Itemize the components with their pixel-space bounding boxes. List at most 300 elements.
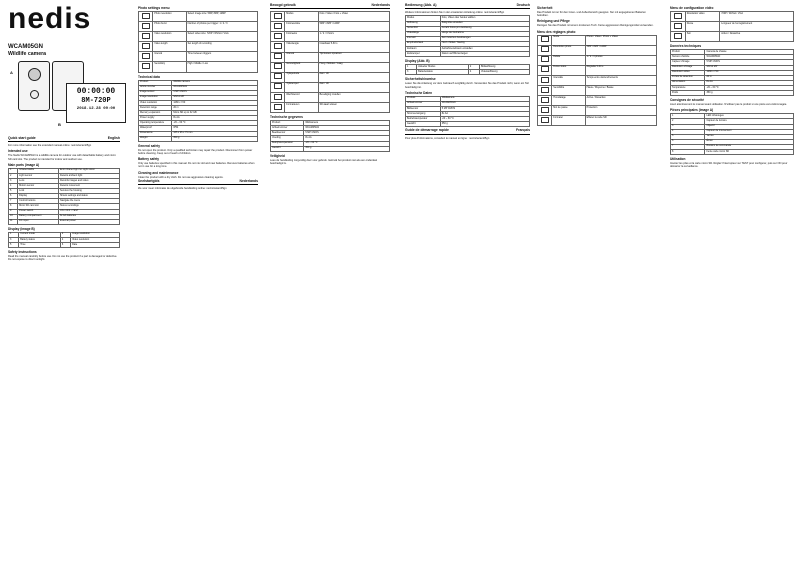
table-row <box>671 12 794 22</box>
table-cell <box>271 52 285 62</box>
table-row <box>271 92 390 102</box>
table-row <box>271 22 390 32</box>
section-language: Français <box>516 128 530 133</box>
table-cell <box>139 62 153 72</box>
table-cell <box>671 12 686 22</box>
table-cell: Stromversorgung <box>406 112 441 117</box>
safety-text: Lesen Sie die Anleitung vor dem Gebrauch sorgfältig durch. Verwenden Sie das Produkt nicht, wenn ein Teil beschädigt ist. <box>405 82 529 89</box>
table-cell: Video resolution <box>71 237 120 242</box>
table-cell: WCAM05GN <box>705 55 794 60</box>
table-cell: Longueur de l'enregistrement <box>720 22 794 32</box>
safety-text: Lees de handleiding zorgvuldig door voor gebruik. Gebruik het product niet als een onderdeel beschadigd is. <box>270 158 378 165</box>
setting-icon <box>674 13 682 19</box>
table-cell: Tijd tussen opnamen <box>318 52 389 62</box>
table-cell: 4 <box>60 237 70 242</box>
table-cell: 9 <box>9 209 18 214</box>
setting-icon <box>541 107 549 113</box>
table-row <box>671 32 794 42</box>
section-language: Deutsch <box>516 3 530 7</box>
table-cell: Résolution photo <box>552 45 585 55</box>
setting-icon <box>274 73 282 79</box>
table-cell: Videolengte <box>285 42 318 52</box>
menu-table <box>670 11 794 42</box>
table-cell: Date <box>71 243 120 248</box>
table-row <box>406 122 530 127</box>
table-cell: 2 <box>468 65 479 70</box>
table-cell: Current mode <box>19 232 61 237</box>
table-cell: Set length of recording <box>186 42 257 52</box>
setting-icon <box>274 23 282 29</box>
table-cell: Article number <box>139 85 172 90</box>
table-row <box>139 22 258 32</box>
table-cell: Aktueller Modus <box>417 65 469 70</box>
table-cell: SD-kaart wissen <box>318 103 389 113</box>
table-cell <box>139 32 153 42</box>
spec-table <box>405 96 530 128</box>
table-cell: Résolution d'image <box>671 65 705 70</box>
table-cell: -20 ~ 60 °C <box>705 85 794 90</box>
setting-icon <box>674 33 682 39</box>
table-cell: 350 g <box>705 91 794 96</box>
usage-heading: Utilisation <box>670 157 686 162</box>
table-cell: Temps entre déclenchements <box>585 75 656 85</box>
table-cell: Power supply <box>139 116 172 121</box>
table-cell <box>271 92 285 102</box>
tech-table <box>670 49 794 96</box>
spec-heading: Technische Daten <box>405 90 433 95</box>
setting-icon <box>541 117 549 123</box>
table-cell <box>139 12 153 22</box>
table-cell: Produit <box>671 50 705 55</box>
table-cell: Anzahl Fotos pro Auslösung <box>440 26 529 31</box>
setting-icon <box>142 13 150 19</box>
table-cell <box>271 32 285 42</box>
table-cell: Modus <box>406 16 441 21</box>
main-parts-table <box>670 113 794 155</box>
table-cell <box>538 106 552 116</box>
table-cell <box>538 116 552 126</box>
table-cell: Time <box>19 243 61 248</box>
setting-icon <box>274 94 282 100</box>
table-cell: 2 <box>9 173 18 178</box>
table-cell: 5 <box>671 134 705 139</box>
table-cell: 11 <box>9 219 18 224</box>
table-cell: Videolänge <box>406 31 441 36</box>
table-cell: Emit infrared light for night vision <box>58 168 119 173</box>
table-cell: Modus <box>285 12 318 22</box>
safety-heading: Consignes de sécurité <box>670 98 705 103</box>
main-parts-heading: Main parts (image A) <box>8 162 40 167</box>
table-cell: 3 <box>9 179 18 184</box>
table-cell: Records images and video <box>58 179 119 184</box>
table-cell: High / Middle / Low <box>186 62 257 72</box>
table-cell: Durée vidéo <box>552 65 585 75</box>
table-cell <box>538 75 552 85</box>
safety-heading: Veiligheid <box>270 153 285 158</box>
table-cell: Son <box>685 32 719 42</box>
display-table <box>405 64 530 75</box>
table-cell: Product <box>271 121 304 126</box>
lcd-time: 00:00:00 <box>76 87 116 96</box>
setting-icon <box>274 43 282 49</box>
table-cell: Verrou <box>705 134 794 139</box>
fr-intro-text: Pour plus d'informations, consultez le manuel en ligne : ned.is/wcam05gn <box>405 136 490 140</box>
lcd-date: 2018.12.28 09:00 <box>76 107 116 111</box>
table-cell: Navigate the menu <box>58 199 119 204</box>
table-row <box>139 32 258 42</box>
table-row <box>271 12 390 22</box>
table-cell: -20 ~ 60 °C <box>304 141 390 146</box>
table-cell: Produkt <box>406 96 441 101</box>
table-cell <box>139 22 153 32</box>
table-cell: WCAM05GN <box>172 85 258 90</box>
table-cell: Aan / Uit <box>318 72 389 82</box>
table-cell: 20 m <box>172 106 258 111</box>
table-cell: Wachtwoord <box>285 92 318 102</box>
table-cell: 7 <box>9 199 18 204</box>
table-cell: Photo / Vidéo / Photo + Vidéo <box>585 35 656 45</box>
setting-icon <box>541 36 549 42</box>
setting-icon <box>274 13 282 19</box>
main-parts-table <box>8 168 120 225</box>
battery-safety-text: Only use batteries specified in this manual. Do not mix old and new batteries. Remove batteries when not in use for a long time. <box>138 162 255 169</box>
table-cell <box>538 45 552 55</box>
table-cell: 1 <box>9 232 19 237</box>
table-cell: Formater <box>552 116 585 126</box>
battery-safety-heading: Battery safety <box>138 157 160 162</box>
table-cell: DC input <box>18 219 59 224</box>
table-cell: Capteur de mouvement <box>705 129 794 134</box>
table-cell: Aufnahmezeitraum einstellen <box>440 46 529 51</box>
table-cell: Activé / Désactivé <box>720 32 794 42</box>
table-cell: Intervall <box>406 36 441 41</box>
table-cell: 5 <box>9 189 18 194</box>
section-header-fr <box>405 129 530 134</box>
display-heading: Display (Abb. B) <box>405 59 430 64</box>
camera-front-image <box>18 61 50 111</box>
table-cell: Résolution vidéo <box>685 12 719 22</box>
table-cell: 5 MP CMOS <box>705 60 794 65</box>
table-cell: 20 m <box>705 75 794 80</box>
table-row <box>406 70 530 75</box>
callout-a: A <box>10 70 13 75</box>
table-cell: Alimentation <box>671 80 705 85</box>
table-cell: Auflösung <box>406 21 441 26</box>
table-cell: 5/8/12 MP <box>705 65 794 70</box>
table-cell: Interval <box>285 52 318 62</box>
table-cell: Hoog / Midden / Laag <box>318 62 389 72</box>
setting-icon <box>274 33 282 39</box>
table-cell <box>271 42 285 52</box>
table-cell: Numéro d'article <box>671 55 705 60</box>
table-cell: Batteriestatus <box>417 70 469 75</box>
care-heading: Reinigung und Pflege <box>537 19 570 24</box>
section-header <box>405 4 530 9</box>
table-cell: 5MP / 8MP / 12MP <box>318 22 389 32</box>
tech-heading: Technical data <box>138 74 160 79</box>
table-cell: Portée de détection <box>671 75 705 80</box>
table-cell: Dimensions <box>139 131 172 136</box>
table-cell: Objectif <box>705 124 794 129</box>
table-cell <box>271 22 285 32</box>
table-cell <box>538 86 552 96</box>
setting-icon <box>274 104 282 110</box>
column-3 <box>270 4 390 166</box>
table-cell: Product <box>139 80 172 85</box>
table-cell: Hoch / Mittel / Niedrig <box>440 41 529 46</box>
care-text: Clean the product with a dry cloth. Do not use aggressive cleaning agents. <box>138 175 224 179</box>
table-cell: Video length <box>153 42 186 52</box>
general-safety-text: Do not open the product. Only a qualified technician may repair the product. Disconnect from power before cleaning. Keep out of reach of children. <box>138 148 253 155</box>
table-cell: Power switch <box>18 209 59 214</box>
menu-heading: Menu des réglages photo <box>537 29 576 34</box>
table-cell: 1 <box>671 114 705 119</box>
section-header <box>8 137 120 142</box>
table-row <box>271 42 390 52</box>
table-cell: Durée <box>685 22 719 32</box>
table-cell: Shows settings and status <box>58 194 119 199</box>
table-cell: Gewicht <box>406 122 441 127</box>
column-5 <box>537 4 657 128</box>
table-row <box>9 219 120 224</box>
table-cell: 7 <box>671 144 705 149</box>
table-cell: 8x AA <box>440 112 529 117</box>
table-cell: Artikelnummer <box>406 101 441 106</box>
table-cell <box>139 52 153 62</box>
table-cell: Battery compartment <box>18 214 59 219</box>
table-cell: Haute / Moyenne / Basse <box>585 86 656 96</box>
table-cell: Capteur d'image <box>671 60 705 65</box>
menu-heading: Menu de configuration vidéo <box>670 6 714 10</box>
table-cell: Video resolution <box>153 32 186 42</box>
column-1 <box>8 4 120 263</box>
section-header <box>270 4 390 9</box>
menu-table <box>537 35 657 127</box>
section-language: Nederlands <box>371 3 390 7</box>
table-row <box>271 52 390 62</box>
table-row <box>538 96 657 106</box>
table-cell: Wildcamera <box>304 121 390 126</box>
column-4 <box>405 4 530 141</box>
table-row <box>406 52 530 57</box>
table-cell: WCAM05GN <box>304 126 390 131</box>
table-cell: Capteur de lumière <box>705 119 794 124</box>
table-cell: 8x AA <box>705 80 794 85</box>
table-cell <box>538 55 552 65</box>
table-cell: Wildkamera <box>440 96 529 101</box>
table-cell: Number of photos per trigger: 1 / 2 / 3 <box>186 22 257 32</box>
table-row <box>538 45 657 55</box>
table-cell: Photo resolution <box>153 12 186 22</box>
table-cell: WCAM05GN <box>440 101 529 106</box>
table-cell: Réglable 5-60 s <box>585 65 656 75</box>
safety-heading: Safety instructions <box>8 250 37 255</box>
table-row <box>538 106 657 116</box>
brand-logo: nedis <box>8 2 92 35</box>
section-title: Snelstartgids <box>138 178 160 183</box>
table-cell: 5/8/12 MP <box>172 95 258 100</box>
table-cell: Tijdstempel <box>285 82 318 92</box>
setting-icon <box>142 33 150 39</box>
table-cell: Serienbild <box>406 26 441 31</box>
table-cell: Température <box>671 85 705 90</box>
table-cell: Bildgröße einstellen <box>440 21 529 26</box>
table-cell: Gewicht <box>271 146 304 151</box>
table-cell: Detects ambient light <box>58 173 119 178</box>
table-cell: 350 g <box>304 146 390 151</box>
table-cell: Beeldsensor <box>271 131 304 136</box>
table-cell: Operating temperature <box>139 121 172 126</box>
table-cell: Time between triggers <box>186 52 257 62</box>
table-row <box>139 136 258 141</box>
table-cell: Instelbaar 5-60 s <box>318 42 389 52</box>
section-language: English <box>107 136 120 140</box>
table-cell: 350 g <box>172 136 258 141</box>
table-cell: 1 / 2 / 3 photos <box>585 55 656 65</box>
setting-icon <box>274 83 282 89</box>
table-cell: Horodatage <box>552 96 585 106</box>
table-cell <box>671 22 686 32</box>
table-cell: Foto, Video oder beides wählen <box>440 16 529 21</box>
table-row <box>671 22 794 32</box>
table-cell: Image sensor <box>139 90 172 95</box>
table-row <box>139 42 258 52</box>
table-row <box>538 86 657 96</box>
table-cell <box>538 65 552 75</box>
table-cell: Micro SD up to 32 GB <box>172 111 258 116</box>
column-2 <box>138 4 258 191</box>
table-cell: Artikelnummer <box>271 126 304 131</box>
table-cell: Tijdsperiode <box>285 72 318 82</box>
table-cell: Control buttons <box>18 199 59 204</box>
menu-heading: Photo settings menu <box>138 6 170 10</box>
table-cell: Memory expansion <box>139 111 172 116</box>
table-cell: Sensibilité <box>552 86 585 96</box>
intended-use-text: The Nedis WCAM05GN is a wildlife camera for outdoor use with detachable battery and micro SD card slot. The product is intended for indoor and outdoor use. <box>8 154 116 161</box>
table-cell: Select image size: 5MP, 8MP, 12MP <box>186 12 257 22</box>
table-cell: Datum auf Bild anzeigen <box>440 52 529 57</box>
table-cell: Photo burst <box>153 22 186 32</box>
column-6 <box>670 4 794 169</box>
table-row <box>139 52 258 62</box>
nl-intro-text: Zie voor meer informatie de uitgebreide handleiding online: ned.is/wcam05gn <box>138 186 227 190</box>
table-cell: Empfindlichkeit <box>406 41 441 46</box>
general-safety-heading: General safety <box>138 143 160 148</box>
product-name: Wildlife camera <box>8 51 47 57</box>
setting-icon <box>142 53 150 59</box>
table-cell: Caméra de chasse <box>705 50 794 55</box>
table-cell: 3 <box>406 70 417 75</box>
table-cell: 1 <box>406 65 417 70</box>
table-cell: Zeitstempel <box>406 52 441 57</box>
table-cell: 3 <box>9 237 19 242</box>
table-cell: 4 <box>9 184 18 189</box>
section-language: Nederlands <box>239 178 258 183</box>
table-row <box>271 103 390 113</box>
section-title: Beoogd gebruik <box>270 3 296 7</box>
table-cell <box>271 72 285 82</box>
table-row <box>538 116 657 126</box>
display-table <box>8 232 120 248</box>
settings-table <box>405 15 530 57</box>
table-cell: Image resolution <box>71 232 120 237</box>
table-cell: 5 MP CMOS <box>440 106 529 111</box>
table-cell: 8 <box>9 204 18 209</box>
setting-icon <box>541 56 549 62</box>
table-cell: 6 <box>9 194 18 199</box>
table-cell: Secures the housing <box>58 189 119 194</box>
table-row <box>538 65 657 75</box>
table-row <box>271 82 390 92</box>
lens-icon <box>28 68 41 81</box>
setting-icon <box>541 77 549 83</box>
setting-icon <box>274 63 282 69</box>
table-cell: Rafale <box>552 55 585 65</box>
spec-table <box>270 120 390 152</box>
setting-icon <box>674 23 682 29</box>
table-cell: Activé / Désactivé <box>585 96 656 106</box>
setting-icon <box>541 66 549 72</box>
setting-icon <box>142 63 150 69</box>
table-cell: 5 <box>9 243 19 248</box>
table-row <box>271 146 390 151</box>
table-cell <box>271 103 285 113</box>
table-cell: Select video size: 720P / WVGA / VGA <box>186 32 257 42</box>
care-heading: Cleaning and maintenance <box>138 170 179 175</box>
intro-text: Weitere Informationen finden Sie in der erweiterten Anleitung online: ned.is/wcam05gn <box>405 11 505 15</box>
table-cell: Videoauflösung <box>480 70 530 75</box>
table-cell: Résolution vidéo <box>671 70 705 75</box>
table-cell: Voeding <box>271 136 304 141</box>
menu-table <box>138 11 258 73</box>
table-cell: 1 <box>9 168 18 173</box>
table-cell: Motion sensor <box>18 184 59 189</box>
table-cell: 3 <box>671 124 705 129</box>
table-cell <box>271 62 285 72</box>
table-cell: Écran <box>705 139 794 144</box>
table-cell: 6 <box>60 243 70 248</box>
table-cell: Mode <box>552 35 585 45</box>
table-cell: Formatteren <box>285 103 318 113</box>
table-cell: 720P / WVGA / VGA <box>720 12 794 22</box>
table-cell: Aan / Uit <box>318 82 389 92</box>
table-cell: Weight <box>139 136 172 141</box>
table-cell: LED infrarouges <box>705 114 794 119</box>
table-cell: Länge der Aufnahme <box>440 31 529 36</box>
table-cell: Zeit zwischen Auslösungen <box>440 36 529 41</box>
table-cell <box>139 42 153 52</box>
setting-icon <box>541 87 549 93</box>
section-title: Guide de démarrage rapide <box>405 128 449 133</box>
table-row <box>9 243 120 248</box>
table-cell: 5 MP CMOS <box>172 90 258 95</box>
setting-icon <box>541 46 549 52</box>
table-cell: 135 x 95 x 75 mm <box>172 131 258 136</box>
display-image <box>66 83 126 123</box>
table-cell: Battery status <box>19 237 61 242</box>
callout-b: B <box>58 122 61 127</box>
intended-use-heading: Intended use <box>8 149 28 154</box>
section-header-nl <box>138 180 258 185</box>
table-row <box>671 91 794 96</box>
table-cell: -20 ~ 60 °C <box>172 121 258 126</box>
table-row <box>671 149 794 154</box>
table-row <box>271 72 390 82</box>
model-number: WCAM05GN <box>8 44 44 50</box>
table-row <box>538 35 657 45</box>
table-cell: Bildauflösung <box>480 65 530 70</box>
setting-icon <box>541 97 549 103</box>
